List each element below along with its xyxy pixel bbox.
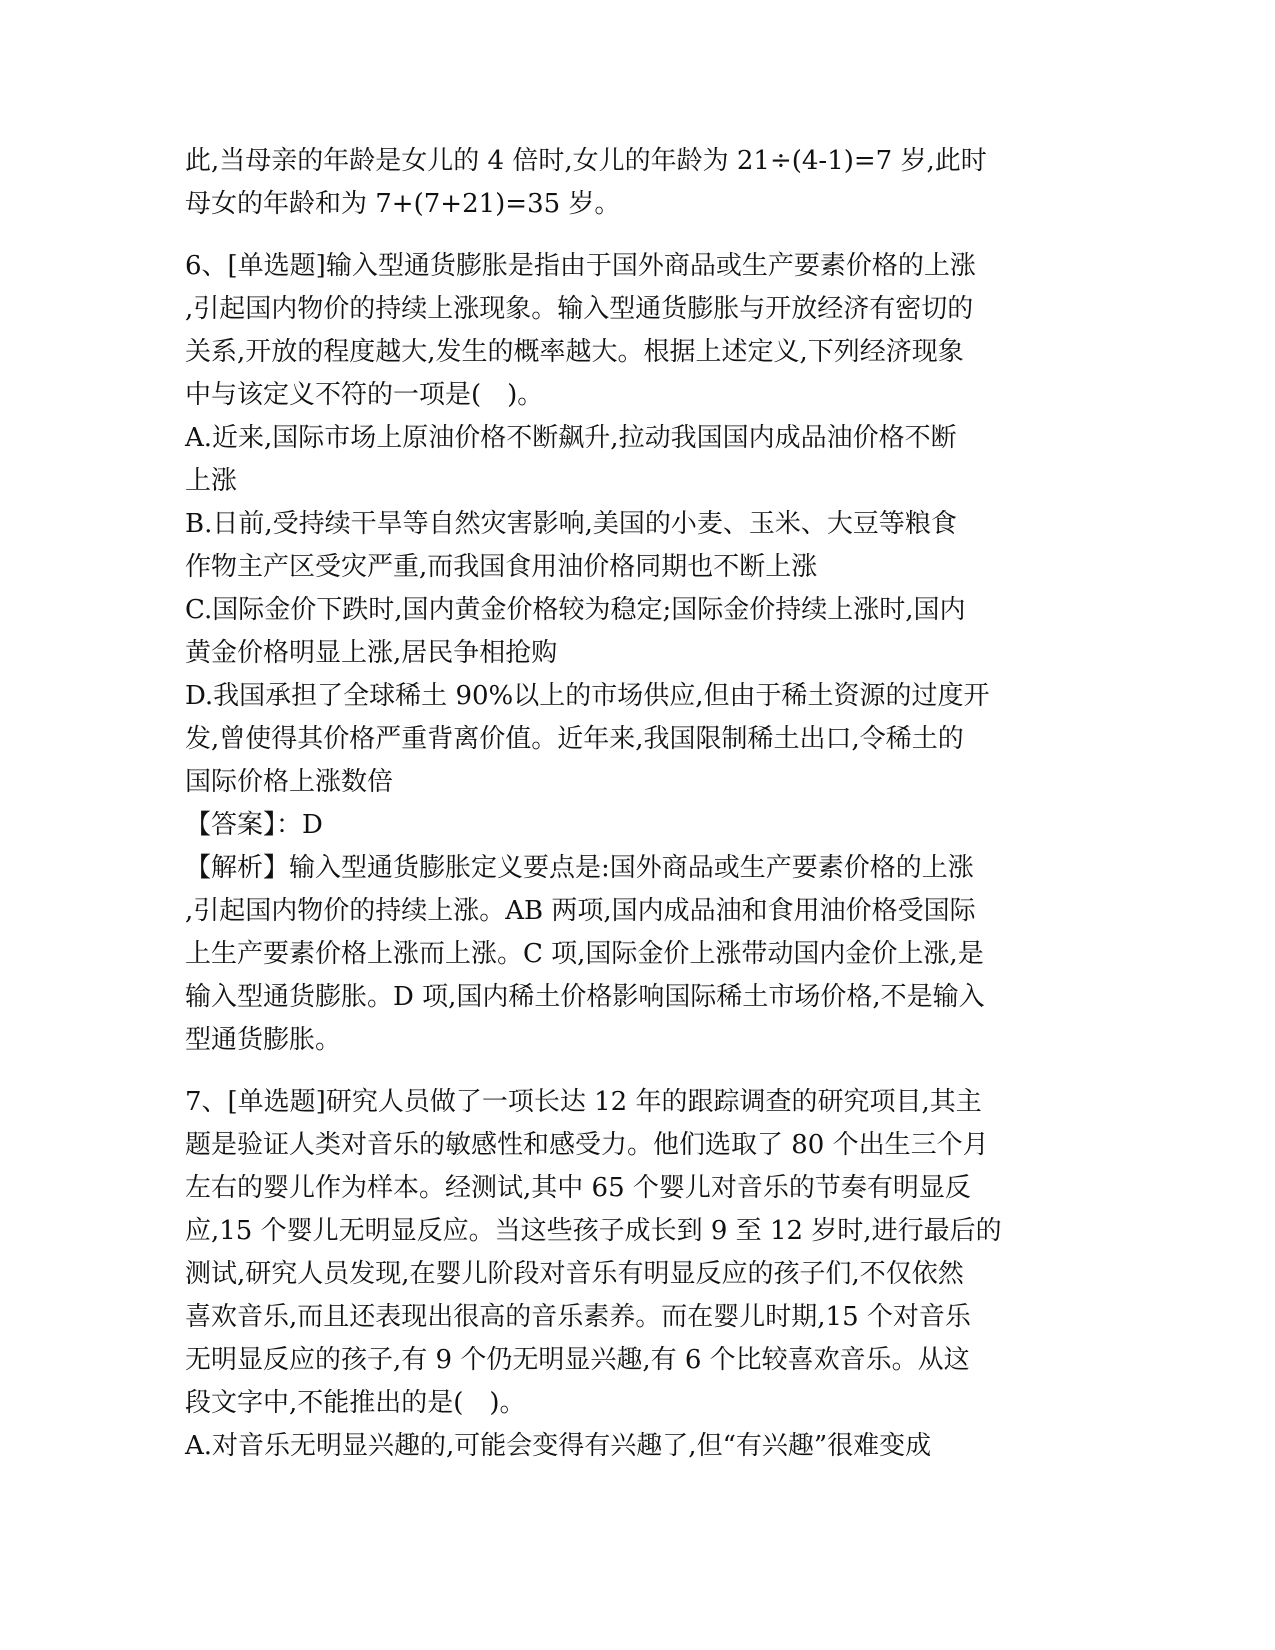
question-stem-line: 测试,研究人员发现,在婴儿阶段对音乐有明显反应的孩子们,不仅依然 — [185, 1259, 964, 1289]
question-stem-line: 题是验证人类对音乐的敏感性和感受力。他们选取了 80 个出生三个月 — [185, 1130, 989, 1160]
question-stem-line: 应,15 个婴儿无明显反应。当这些孩子成长到 9 至 12 岁时,进行最后的 — [185, 1216, 1002, 1246]
option-a-line: A.近来,国际市场上原油价格不断飙升,拉动我国国内成品油价格不断 — [185, 423, 957, 453]
analysis-line: 上生产要素价格上涨而上涨。C 项,国际金价上涨带动国内金价上涨,是 — [185, 939, 984, 969]
option-a-line: 上涨 — [185, 466, 238, 496]
question-stem-line: 关系,开放的程度越大,发生的概率越大。根据上述定义,下列经济现象 — [185, 337, 964, 367]
question-stem-line: 6、[单选题]输入型通货膨胀是指由于国外商品或生产要素价格的上涨 — [185, 251, 976, 281]
option-d-line: D.我国承担了全球稀土 90%以上的市场供应,但由于稀土资源的过度开 — [185, 681, 990, 711]
option-c-line: C.国际金价下跌时,国内黄金价格较为稳定;国际金价持续上涨时,国内 — [185, 595, 966, 625]
question-stem-line: 中与该定义不符的一项是( )。 — [185, 380, 544, 410]
prev-answer-continuation — [185, 140, 1085, 226]
analysis-line: 输入型通货膨胀。D 项,国内稀土价格影响国际稀土市场价格,不是输入 — [185, 982, 985, 1012]
question-stem-line: 无明显反应的孩子,有 9 个仍无明显兴趣,有 6 个比较喜欢音乐。从这 — [185, 1345, 970, 1375]
analysis-line: ,引起国内物价的持续上涨。AB 两项,国内成品油和食用油价格受国际 — [185, 896, 976, 926]
option-a-line: A.对音乐无明显兴趣的,可能会变得有兴趣了,但“有兴趣”很难变成 — [185, 1431, 932, 1461]
question-stem-line: 左右的婴儿作为样本。经测试,其中 65 个婴儿对音乐的节奏有明显反 — [185, 1173, 971, 1203]
option-d-line: 发,曾使得其价格严重背离价值。近年来,我国限制稀土出口,令稀土的 — [185, 724, 964, 754]
text-line: 此,当母亲的年龄是女儿的 4 倍时,女儿的年龄为 21÷(4-1)=7 岁,此时 — [185, 146, 987, 176]
analysis-line: 【解析】输入型通货膨胀定义要点是:国外商品或生产要素价格的上涨 — [185, 853, 974, 883]
question-7 — [185, 1081, 1085, 1468]
question-stem-line: 7、[单选题]研究人员做了一项长达 12 年的跟踪调查的研究项目,其主 — [185, 1087, 982, 1117]
option-b-line: B.日前,受持续干旱等自然灾害影响,美国的小麦、玉米、大豆等粮食 — [185, 509, 957, 539]
question-stem-line: ,引起国内物价的持续上涨现象。输入型通货膨胀与开放经济有密切的 — [185, 294, 974, 324]
option-d-line: 国际价格上涨数倍 — [185, 767, 394, 797]
analysis-line: 型通货膨胀。 — [185, 1025, 342, 1055]
text-line: 母女的年龄和为 7+(7+21)=35 岁。 — [185, 189, 621, 219]
option-c-line: 黄金价格明显上涨,居民争相抢购 — [185, 638, 558, 668]
question-stem-line: 段文字中,不能推出的是( )。 — [185, 1388, 526, 1418]
question-stem-line: 喜欢音乐,而且还表现出很高的音乐素养。而在婴儿时期,15 个对音乐 — [185, 1302, 971, 1332]
document-page — [185, 140, 1085, 1468]
answer-line: 【答案】：D — [185, 810, 323, 840]
question-6 — [185, 245, 1085, 1062]
option-b-line: 作物主产区受灾严重,而我国食用油价格同期也不断上涨 — [185, 552, 818, 582]
